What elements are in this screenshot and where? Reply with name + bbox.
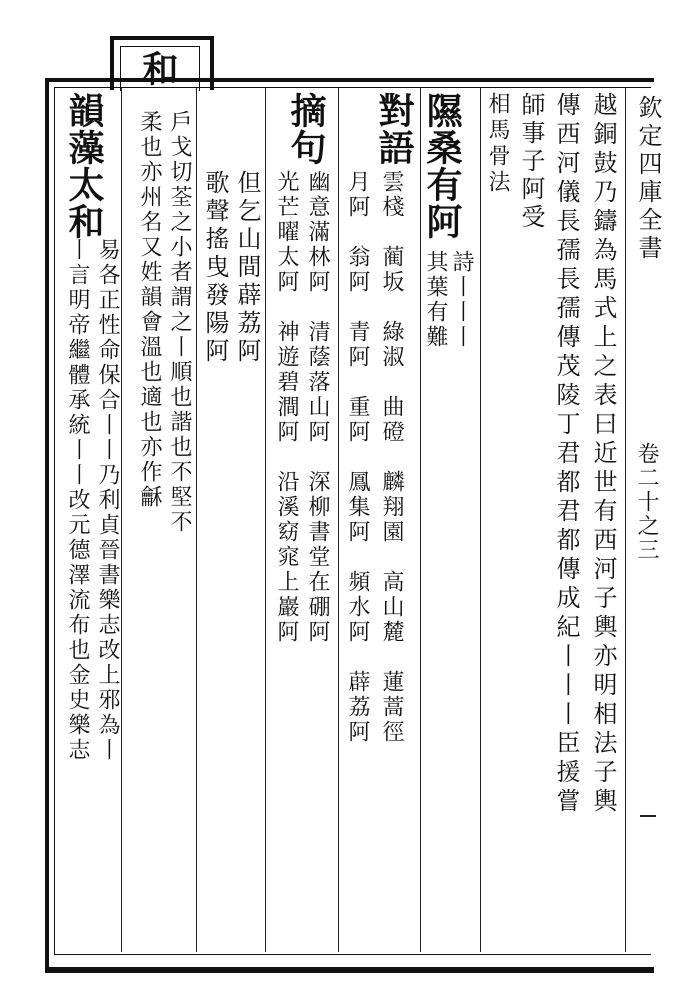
text-column: 柔也亦州名又姓韻會溫也適也亦作龢	[137, 110, 162, 510]
entry-heading: 和	[137, 50, 179, 87]
text-column: 越銅鼓乃鑄為馬式上之表曰近世有西河子輿亦明相法子輿	[589, 92, 617, 817]
text-column: 月阿 翁阿 青阿 重阿 鳳集阿 頻水阿 薜荔阿	[345, 170, 370, 745]
entry-heading: 摘句	[285, 92, 327, 166]
text-column: 歌聲搖曳發陽阿	[201, 170, 229, 366]
text-column: 戶戈切荃之小者謂之丨順也諧也不堅不	[167, 110, 192, 535]
margin-book-title: 欽定四庫全書	[634, 95, 662, 263]
column-rule	[121, 88, 122, 952]
entry-heading: 對語	[373, 92, 415, 166]
text-column: 但乞山間薜荔阿	[233, 170, 261, 366]
entry-heading: 韻藻太和	[63, 92, 105, 240]
column-rule	[338, 88, 339, 952]
entry-heading: 隰桑有阿	[421, 92, 463, 240]
text-column: 光芒曜太阿 神遊碧澗阿 沿溪窈窕上巖阿	[274, 170, 299, 645]
text-column: 丨言明帝繼體承統丨丨改元德澤流布也金史樂志	[65, 238, 90, 763]
text-column: 其葉有難	[423, 250, 448, 350]
margin-volume: 卷二十之三	[634, 442, 659, 562]
column-rule	[625, 88, 626, 952]
text-column: 易各正性命保合丨丨乃利貞晉書樂志改上邪為丨	[95, 238, 120, 763]
text-column: 傳西河儀長孺長孺傳茂陵丁君都君都傳成紀丨丨丨臣援嘗	[552, 92, 580, 817]
text-column: 幽意滿林阿 清蔭落山阿 深柳書堂在硼阿	[305, 170, 330, 645]
text-column: 相馬骨法	[485, 92, 510, 196]
source-note: 詩丨丨丨	[449, 250, 474, 350]
column-rule	[196, 88, 197, 952]
text-column: 師事子阿受	[517, 92, 545, 232]
text-column: 雲棧 蔺坂 綠淑 曲磴 麟翔園 高山麓 蓮蒿徑	[379, 170, 404, 745]
margin-mark	[640, 815, 656, 817]
column-rule	[265, 88, 266, 952]
column-rule	[480, 88, 481, 952]
